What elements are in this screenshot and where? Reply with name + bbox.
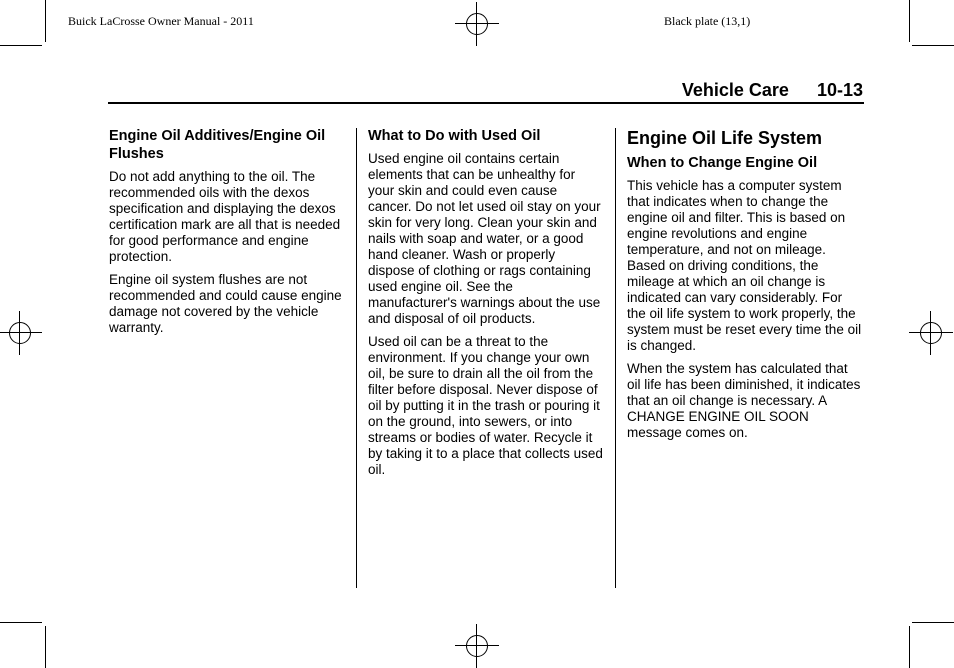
crop-mark	[912, 622, 954, 623]
registration-mark	[461, 630, 493, 662]
section-heading: What to Do with Used Oil	[368, 128, 541, 144]
column-divider	[615, 128, 616, 588]
paragraph: This vehicle has a computer system that indicates when to change the engine oil and filter. This is based on engine revolutions and engine temperature, and not on mileage. Based on driving conditions, the mileage at which an oil change is indicated can vary considerably. For the oil life system to work properly, the system must be reset every time the oil is changed.	[627, 178, 862, 353]
paragraph: Used oil can be a threat to the environment. If you change your own oil, be sure to drain all the oil from the filter before disposal. Never dispose of oil by putting it in the trash or pouring it on the ground, into sewers, or into streams or bodies of water. Recycle it by taking it to a place that collects used oil.	[368, 334, 603, 477]
crop-mark	[0, 45, 42, 46]
section-heading: When to Change Engine Oil	[627, 155, 818, 171]
column-3	[627, 127, 863, 448]
paragraph: Engine oil system flushes are not recommended and could cause engine damage not covered by the vehicle warranty.	[109, 272, 342, 335]
running-header	[682, 80, 863, 101]
section-title: Vehicle Care	[681, 80, 789, 100]
crop-mark	[45, 0, 46, 42]
column-divider	[356, 128, 357, 588]
print-meta-right: Black plate (13,1)	[664, 14, 751, 28]
paragraph: When the system has calculated that oil life has been diminished, it indicates that an oil change is necessary. A CHANGE ENGINE OIL SOON message comes on.	[627, 361, 861, 440]
crop-mark	[0, 622, 42, 623]
column-2	[368, 127, 604, 485]
crop-mark	[909, 626, 910, 668]
registration-mark	[915, 317, 947, 349]
registration-mark	[4, 317, 36, 349]
crop-mark	[912, 45, 954, 46]
registration-mark	[461, 8, 493, 40]
paragraph: Do not add anything to the oil. The recommended oils with the dexos specification and displaying the dexos certification mark are all that is needed for good performance and engine protection.	[109, 169, 341, 264]
section-heading: Engine Oil Additives/Engine Oil Flushes	[109, 128, 326, 162]
crop-mark	[909, 0, 910, 42]
header-rule	[108, 102, 864, 104]
paragraph: Used engine oil contains certain elements that can be unhealthy for your skin and could even cause cancer. Do not let used oil stay on your skin for very long. Clean your skin and nails with soap and water, or a good hand cleaner. Wash or properly dispose of clothing or rags containing used engine oil. See the manufacturer's warnings about the use and disposal of oil products.	[368, 151, 601, 326]
page-number: 10-13	[816, 80, 863, 100]
crop-mark	[45, 626, 46, 668]
print-meta-left: Buick LaCrosse Owner Manual - 2011	[68, 14, 254, 28]
section-title-large: Engine Oil Life System	[627, 128, 823, 148]
column-1	[109, 127, 349, 343]
